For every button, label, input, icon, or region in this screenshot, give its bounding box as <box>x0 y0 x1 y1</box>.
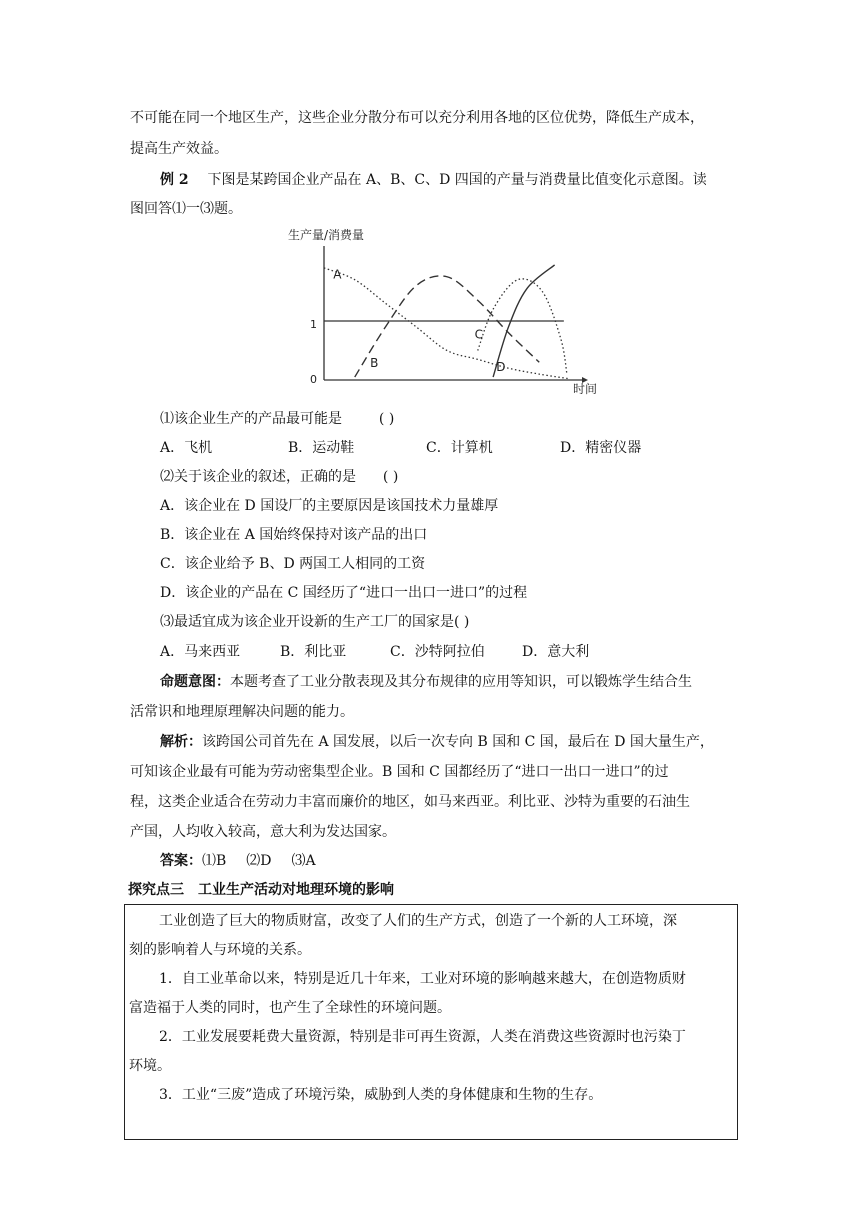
intent-label: 命题意图： <box>160 674 230 690</box>
box-p1-line-2: 刻的影响着人与环境的关系。 <box>129 942 311 958</box>
q2-option-c: C．该企业给予 B、D 两国工人相同的工资 <box>160 556 426 572</box>
section-title: 探究点三 工业生产活动对地理环境的影响 <box>128 882 394 898</box>
q1-option-a: A．飞机 <box>160 440 213 456</box>
answer-label: 答案： <box>160 853 202 869</box>
chart-y-label: 生产量/消费量 <box>288 228 365 242</box>
answer-2: ⑵D <box>246 853 272 869</box>
q3-option-d: D．意大利 <box>522 644 590 660</box>
intent-line-2: 活常识和地理原理解决问题的能力。 <box>130 704 354 720</box>
chart-x-label: 时间 <box>573 382 598 396</box>
q1-options <box>160 438 641 458</box>
q3-option-a: A．马来西亚 <box>160 644 241 660</box>
q1-option-d: D．精密仪器 <box>560 440 642 456</box>
q3-options <box>160 642 589 662</box>
q1-paren: ( ) <box>378 411 395 427</box>
box-p4-line-1: 3．工业“三废”造成了环境污染，威胁到人类的身体健康和生物的生存。 <box>159 1087 603 1103</box>
production-consumption-chart <box>280 222 610 398</box>
box-p1-line-1: 工业创造了巨大的物质财富，改变了人们的生产方式，创造了一个新的人工环境，深 <box>159 913 677 929</box>
answer-line <box>160 851 316 871</box>
series-c-line <box>478 279 567 374</box>
q2-stem <box>160 467 398 487</box>
series-b-line <box>355 276 540 377</box>
q3-stem: ⑶最适宜成为该企业开设新的生产工厂的国家是( ) <box>160 614 470 630</box>
analysis-line-1 <box>160 732 714 752</box>
chart-y-tick-1: 1 <box>310 318 317 331</box>
q3-option-c: C．沙特阿拉伯 <box>390 644 485 660</box>
q2-option-b: B．该企业在 A 国始终保持对该产品的出口 <box>160 527 428 543</box>
summary-box <box>124 904 738 1140</box>
analysis-line-4: 产国，人均收入较高，意大利为发达国家。 <box>130 824 396 840</box>
answer-3: ⑶A <box>291 853 316 869</box>
series-a-label: A <box>333 267 342 282</box>
answer-1: ⑴B <box>202 853 227 869</box>
q2-option-a: A．该企业在 D 国设厂的主要原因是该国技术力量雄厚 <box>160 498 499 514</box>
q1-option-b: B．运动鞋 <box>288 440 355 456</box>
analysis-line-3: 程，这类企业适合在劳动力丰富而廉价的地区，如马来西亚。利比亚、沙特为重要的石油生 <box>130 794 690 810</box>
box-p2-line-2: 富造福于人类的同时，也产生了全球性的环境问题。 <box>129 1000 451 1016</box>
q2-stem-text: ⑵关于该企业的叙述，正确的是 <box>160 469 356 485</box>
chart-y-tick-0: 0 <box>310 373 317 386</box>
example-heading <box>160 170 707 190</box>
series-b-label: B <box>370 356 379 371</box>
box-p2-line-1: 1．自工业革命以来，特别是近几十年来，工业对环境的影响越来越大，在创造物质财 <box>159 971 686 987</box>
series-a-line <box>324 268 570 379</box>
example-text-1: 下图是某跨国企业产品在 A、B、C、D 四国的产量与消费量比值变化示意图。读 <box>207 172 707 188</box>
intent-text-1: 本题考查了工业分散表现及其分布规律的应用等知识，可以锻炼学生结合生 <box>230 674 692 690</box>
q2-paren: ( ) <box>382 469 399 485</box>
series-c-label: C <box>474 327 484 342</box>
q1-stem-text: ⑴该企业生产的产品最可能是 <box>160 411 342 427</box>
series-d-label: D <box>496 360 506 375</box>
analysis-line-2: 可知该企业最有可能为劳动密集型企业。B 国和 C 国都经历了“进口一出口一进口”的过 <box>130 764 669 780</box>
analysis-text-1: 该跨国公司首先在 A 国发展，以后一次专向 B 国和 C 国，最后在 D 国大量生产， <box>202 734 714 750</box>
box-p3-line-1: 2．工业发展要耗费大量资源，特别是非可再生资源，人类在消费这些资源时也污染丁 <box>159 1029 686 1045</box>
intro-line-1: 不可能在同一个地区生产，这些企业分散分布可以充分利用各地的区位优势，降低生产成本， <box>130 110 704 126</box>
intent-line-1 <box>160 672 692 692</box>
intro-line-2: 提高生产效益。 <box>130 141 228 157</box>
q1-option-c: C．计算机 <box>426 440 493 456</box>
box-p3-line-2: 环境。 <box>129 1058 171 1074</box>
example-label: 例 2 <box>160 172 189 188</box>
q2-option-d: D．该企业的产品在 C 国经历了“进口一出口一进口”的过程 <box>160 585 528 601</box>
q1-stem <box>160 409 394 429</box>
chart-plot-area <box>324 265 570 379</box>
q3-option-b: B．利比亚 <box>280 644 347 660</box>
analysis-label: 解析： <box>160 734 202 750</box>
example-text-2: 图回答⑴一⑶题。 <box>130 201 242 217</box>
